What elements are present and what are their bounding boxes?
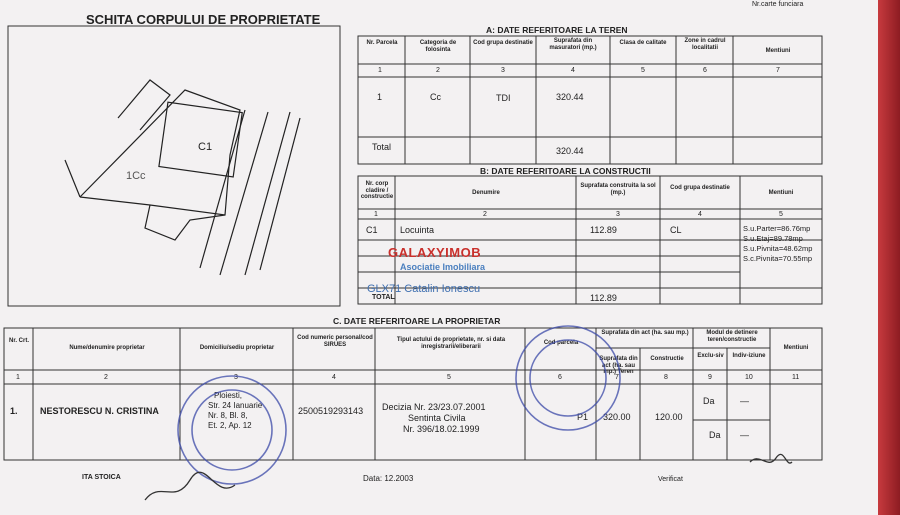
c-domiciliu-line3: Nr. 8, Bl. 8, xyxy=(208,411,248,420)
footer-data: Data: 12.2003 xyxy=(363,474,414,483)
c-num-9: 9 xyxy=(708,374,712,381)
c-constructie-value: 120.00 xyxy=(655,412,683,422)
c-header-nr: Nr. Crt. xyxy=(8,338,29,344)
c-nume-value: NESTORESCU N. CRISTINA xyxy=(40,406,159,416)
c-header-indiviziune: Indiv-iziune xyxy=(732,353,766,359)
c-act-line1: Decizia Nr. 23/23.07.2001 xyxy=(382,402,486,412)
c-header-constructie: Constructie xyxy=(650,356,684,362)
c-num-4: 4 xyxy=(332,374,336,381)
a-header-clasa: Clasa de calitate xyxy=(619,40,667,46)
a-suprafata-value: 320.44 xyxy=(556,92,584,102)
b-mentiune-3: S.u.Pivnita=48.62mp xyxy=(743,244,813,253)
footer-verificat: Verificat xyxy=(658,476,683,483)
c-num-3: 3 xyxy=(234,374,238,381)
c-exclusiv-2: Da xyxy=(709,430,721,440)
c-nr-value: 1. xyxy=(10,406,18,416)
signature-drawings xyxy=(145,454,792,500)
b-nr-value: C1 xyxy=(366,225,378,235)
c-num-1: 1 xyxy=(16,374,20,381)
c-header-mentiuni: Mentiuni xyxy=(783,345,809,351)
c-num-7: 7 xyxy=(615,374,619,381)
c-header-exclusiv: Exclu-siv xyxy=(697,353,724,359)
b-header-suprafata: Suprafata construita la sol (mp.) xyxy=(580,183,656,196)
a-header-parcela: Nr. Parcela xyxy=(366,40,398,46)
b-cod-value: CL xyxy=(670,225,682,235)
c-num-10: 10 xyxy=(745,374,753,381)
c-num-5: 5 xyxy=(447,374,451,381)
b-num-5: 5 xyxy=(779,211,783,218)
carte-funciara-label: Nr.carte funciara xyxy=(752,1,804,8)
a-num-6: 6 xyxy=(703,67,707,74)
a-num-5: 5 xyxy=(641,67,645,74)
a-categoria-value: Cc xyxy=(430,92,441,102)
b-header-cod: Cod grupa destinatie xyxy=(670,185,730,191)
c-num-2: 2 xyxy=(104,374,108,381)
c-header-act: Tipul actului de proprietate, nr. si data inregistrarii/eliberarii xyxy=(396,337,506,350)
a-total-label: Total xyxy=(372,142,392,152)
section-a-title: A: DATE REFERITOARE LA TEREN xyxy=(486,25,628,35)
b-header-nr: Nr. corp cladire / constructie xyxy=(360,181,394,201)
c-indiviziune-1: — xyxy=(740,396,749,406)
c-indiviziune-2: — xyxy=(740,430,749,440)
c-header-cod-parcela: Cod parcela xyxy=(543,340,579,346)
c-header-nume: Nume/denumire proprietar xyxy=(69,345,145,351)
b-num-1: 1 xyxy=(374,211,378,218)
c-exclusiv-1: Da xyxy=(703,396,715,406)
a-header-cod: Cod grupa destinatie xyxy=(473,40,533,46)
footer-left-text: ITA STOICA xyxy=(82,474,121,481)
c-header-teren: Suprafata din act (ha. sau mp.) Teren xyxy=(599,356,638,376)
b-total-value: 112.89 xyxy=(590,293,617,303)
c-num-6: 6 xyxy=(558,374,562,381)
b-suprafata-value: 112.89 xyxy=(590,225,617,235)
building-label: C1 xyxy=(198,141,213,153)
a-cod-value: TDI xyxy=(496,93,511,103)
b-mentiune-2: S.u.Etaj=89.78mp xyxy=(743,234,803,243)
a-num-3: 3 xyxy=(501,67,505,74)
b-num-3: 3 xyxy=(616,211,620,218)
c-num-8: 8 xyxy=(664,374,668,381)
c-teren-value: 320.00 xyxy=(603,412,631,422)
c-header-cnp: Cod numeric personal/cod SIRUES xyxy=(297,335,373,348)
a-header-suprafata: Suprafata din masuratori (mp.) xyxy=(549,38,597,51)
c-cod-parcela-value: P1 xyxy=(577,412,589,422)
c-num-11: 11 xyxy=(792,374,800,381)
c-header-modul-group: Modul de detinere teren/constructie xyxy=(706,330,758,343)
watermark-agent: GLX71 Catalin Ionescu xyxy=(367,283,481,295)
b-num-4: 4 xyxy=(698,211,702,218)
a-num-7: 7 xyxy=(776,67,780,74)
c-header-domiciliu: Domiciliu/sediu proprietar xyxy=(199,345,275,351)
c-domiciliu-line2: Str. 24 Ianuarie xyxy=(208,401,263,410)
c-cnp-value: 2500519293143 xyxy=(298,406,364,416)
a-header-mentiuni: Mentiuni xyxy=(765,48,791,54)
c-act-line3: Nr. 396/18.02.1999 xyxy=(403,424,480,434)
a-parcela-value: 1 xyxy=(377,92,383,102)
c-domiciliu-line4: Et. 2, Ap. 12 xyxy=(208,421,252,430)
sketch-title: SCHITA CORPULUI DE PROPRIETATE xyxy=(86,12,321,27)
parcel-label: 1Cc xyxy=(126,170,146,182)
b-header-denumire: Denumire xyxy=(472,190,500,196)
watermark-subtitle: Asociatie Imobiliara xyxy=(400,262,486,272)
b-num-2: 2 xyxy=(483,211,487,218)
a-total-value: 320.44 xyxy=(556,146,584,156)
section-b-title: B: DATE REFERITOARE LA CONSTRUCTII xyxy=(480,166,651,176)
galaxyimob-logo: GALAXYIMOB xyxy=(388,245,482,260)
b-mentiune-1: S.u.Parter=86.76mp xyxy=(743,224,811,233)
a-num-2: 2 xyxy=(436,67,440,74)
c-act-line2: Sentinta Civila xyxy=(408,413,466,423)
section-c-title: C. DATE REFERITOARE LA PROPRIETAR xyxy=(333,316,501,326)
a-header-zone: Zone in cadrul localitatii xyxy=(684,38,726,51)
a-num-4: 4 xyxy=(571,67,575,74)
b-mentiune-4: S.c.Pivnita=70.55mp xyxy=(743,254,812,263)
a-header-categoria: Categoria de folosinta xyxy=(419,40,457,53)
a-num-1: 1 xyxy=(378,67,382,74)
b-total-label: TOTAL xyxy=(372,294,395,301)
c-domiciliu-line1: Ploiesti, xyxy=(214,391,243,400)
c-header-suprafata-group: Suprafata din act (ha. sau mp.) xyxy=(601,330,689,336)
b-header-mentiuni: Mentiuni xyxy=(768,190,794,196)
b-denumire-value: Locuinta xyxy=(400,225,435,235)
